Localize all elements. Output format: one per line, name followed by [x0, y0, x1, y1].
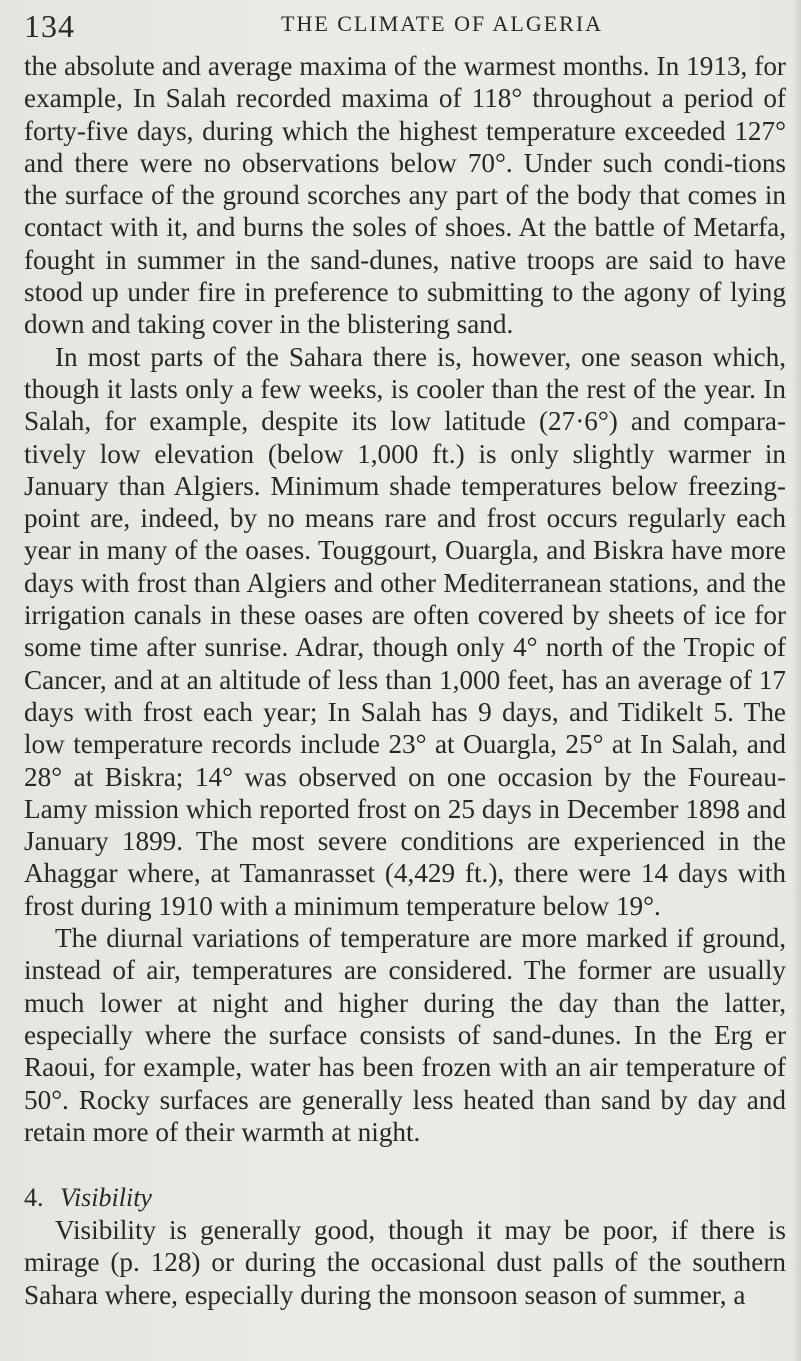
- paragraph-continued: the absolute and average maxima of the warmest months. In 1913, for example, In Salah recorded maxima of 118° throughout a period of forty-five days, during which the highest temperature exceeded 127° and there were no observations below 70°. Under such condi-tions the surface of the ground scorches any part of the body that comes in contact with it, and burns the soles of shoes. At the battle of Metarfa, fought in summer in the sand-dunes, native troops are said to have stood up under fire in preference to submitting to the agony of lying down and taking cover in the blistering sand.: [24, 51, 786, 340]
- running-title: THE CLIMATE OF ALGERIA: [281, 11, 604, 36]
- section-number: 4.: [24, 1183, 44, 1213]
- section-heading: [24, 1182, 786, 1214]
- paragraph-visibility: Visibility is generally good, though it may be poor, if there is mirage (p. 128) or during the occasional dust palls of the southern Sahara where, especially during the monsoon season of summer, a: [24, 1215, 786, 1310]
- paragraph-diurnal-variations: The diurnal variations of temperature are more marked if ground, instead of air, temperatures are considered. The former are usually much lower at night and higher during the day than the latter, especially where the surface consists of sand-dunes. In the Erg er Raoui, for example, water has been frozen with an air temperature of 50°. Rocky surfaces are generally less heated than sand by day and retain more of their warmth at night.: [24, 923, 786, 1147]
- paragraph-cool-season: In most parts of the Sahara there is, however, one season which, though it lasts only a few weeks, is cooler than the rest of the year. In Salah, for example, despite its low latitude (27·6°) and compara-tively low elevation (below 1,000 ft.) is only slightly warmer in January than Algiers. Minimum shade temperatures below freezing-point are, indeed, by no means rare and frost occurs regularly each year in many of the oases. Touggourt, Ouargla, and Biskra have more days with frost than Algiers and other Mediterranean stations, and the irrigation canals in these oases are often covered by sheets of ice for some time after sunrise. Adrar, though only 4° north of the Tropic of Cancer, and at an altitude of less than 1,000 feet, has an average of 17 days with frost each year; In Salah has 9 days, and Tidikelt 5. The low temperature records include 23° at Ouargla, 25° at In Salah, and 28° at Biskra; 14° was observed on one occasion by the Foureau-Lamy mission which reported frost on 25 days in December 1898 and January 1899. The most severe conditions are experienced in the Ahaggar where, at Tamanrasset (4,429 ft.), there were 14 days with frost during 1910 with a minimum temperature below 19°.: [24, 341, 786, 921]
- body-text: [24, 50, 786, 1311]
- page-number: 134: [24, 8, 75, 44]
- section-title: Visibility: [60, 1183, 152, 1213]
- running-head: [24, 8, 777, 48]
- page-edge-shadow: [791, 0, 801, 1361]
